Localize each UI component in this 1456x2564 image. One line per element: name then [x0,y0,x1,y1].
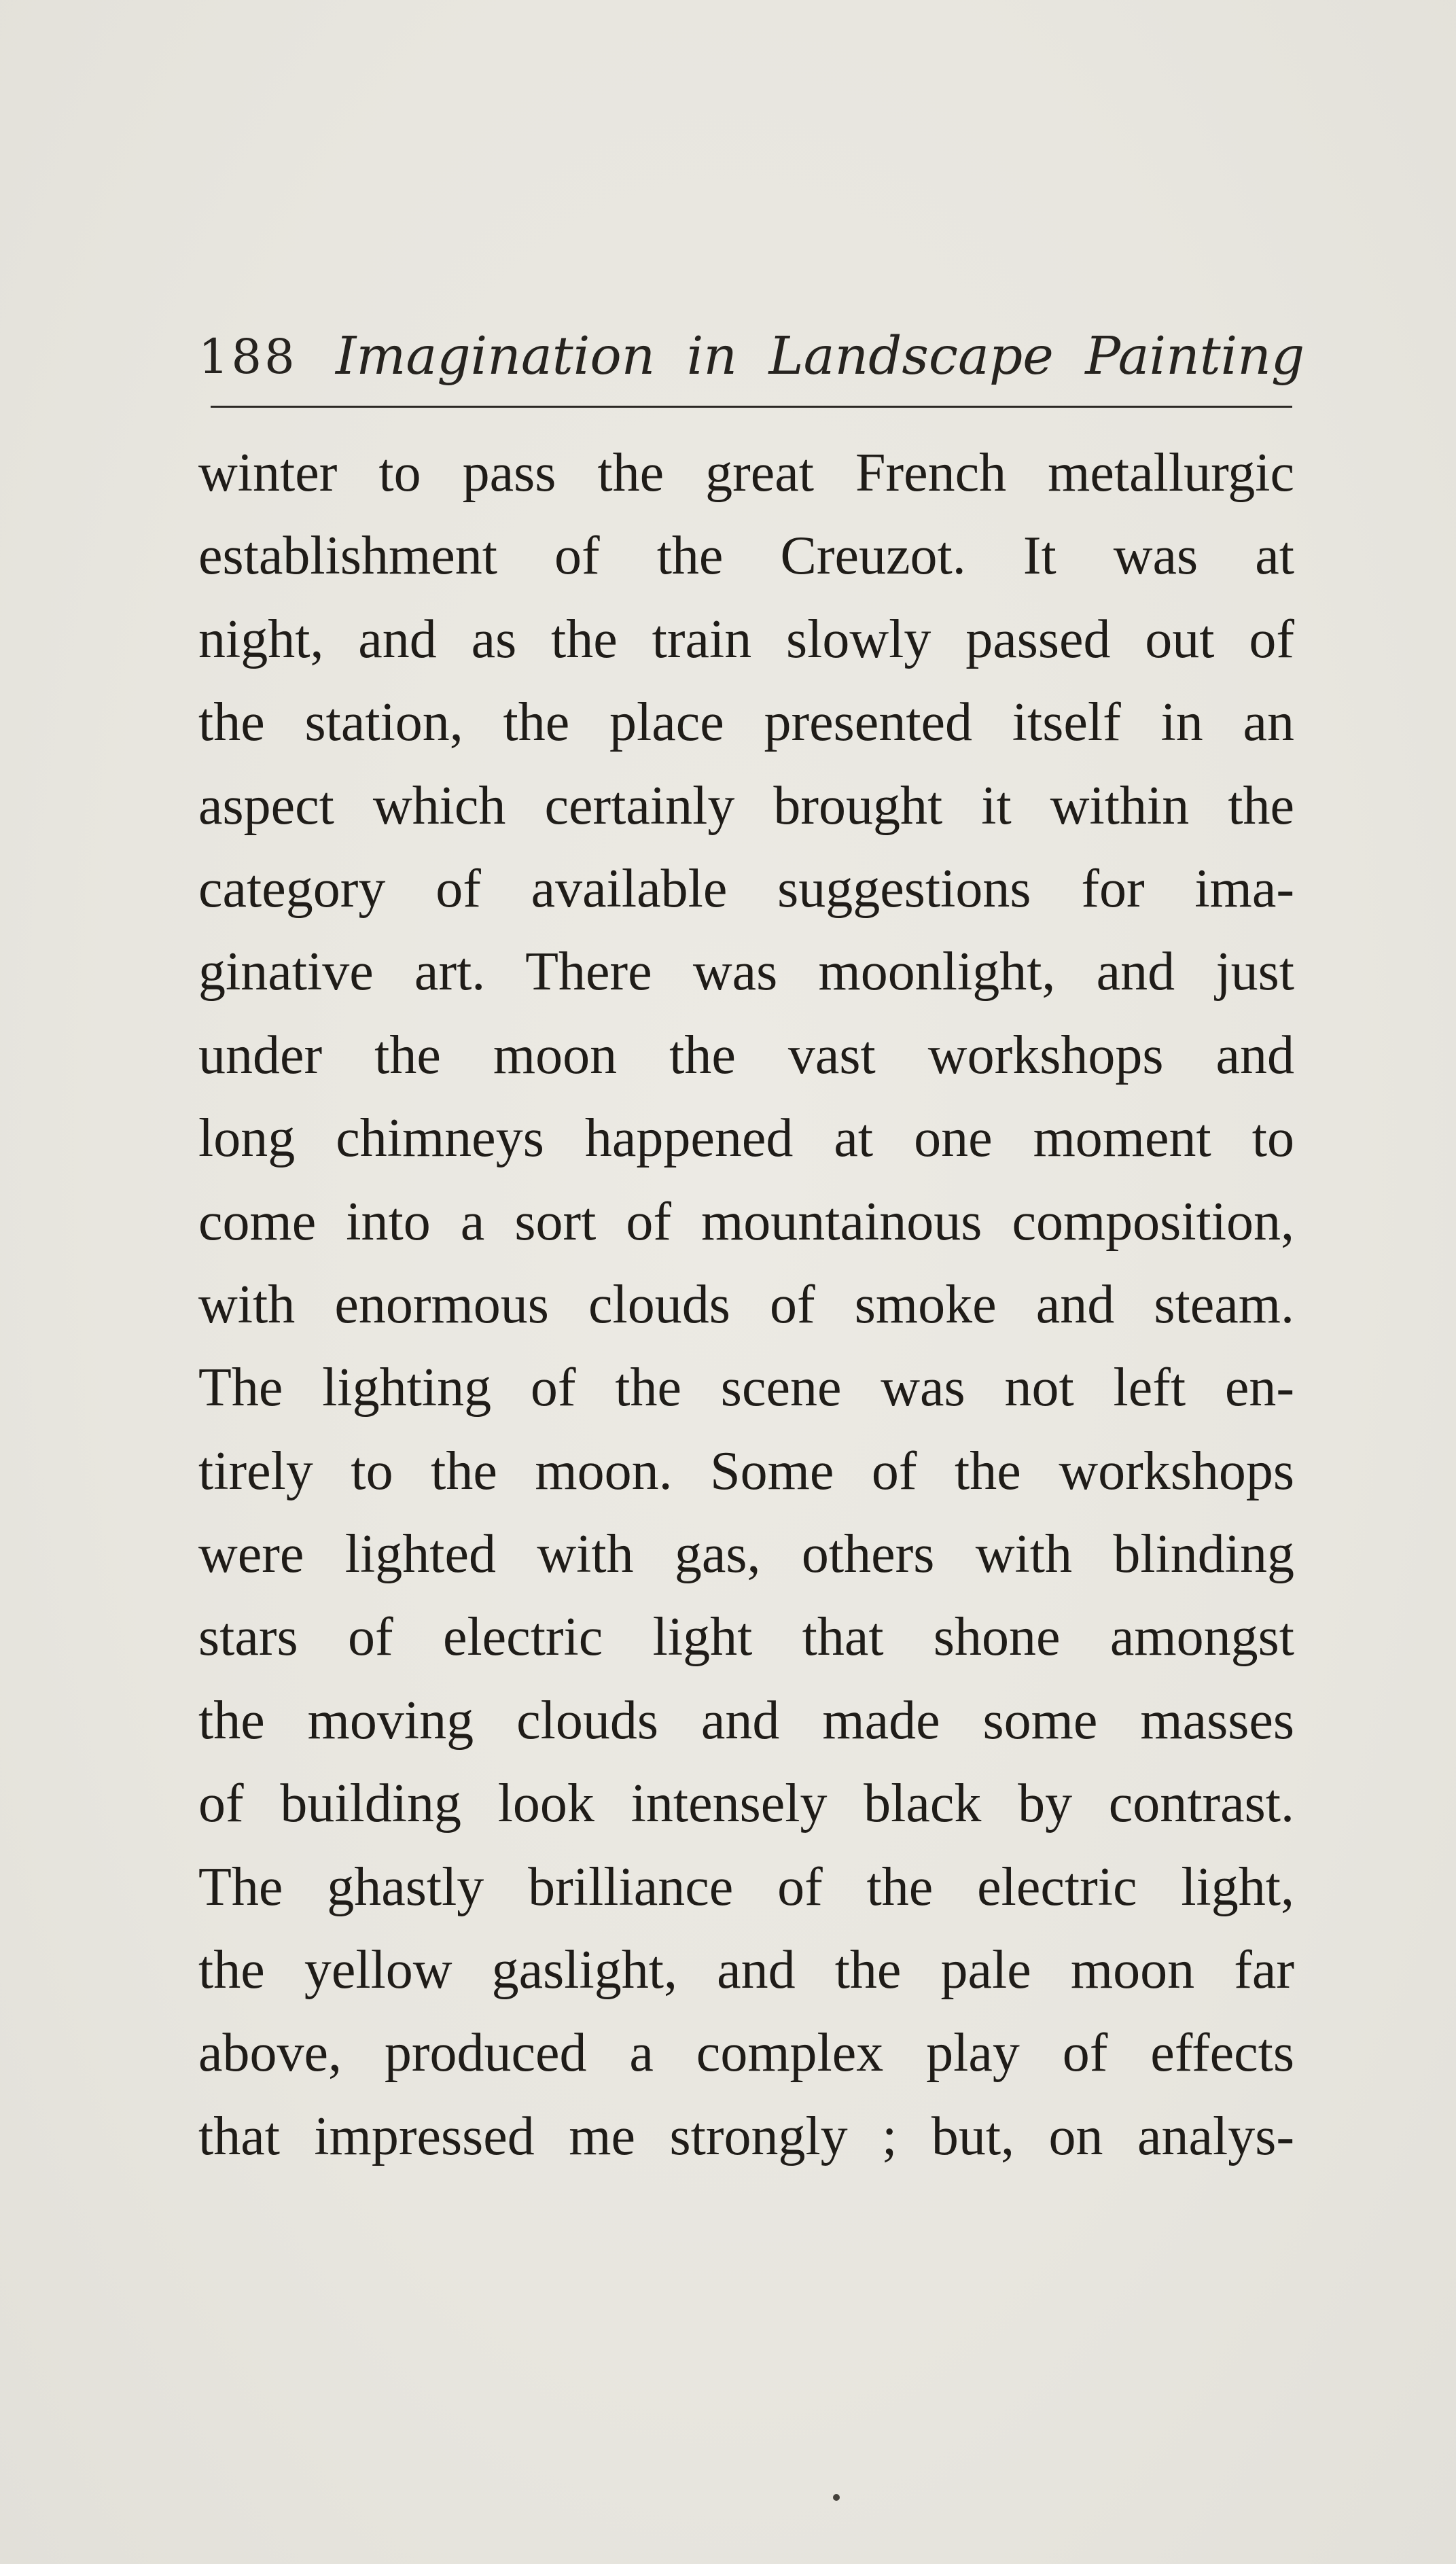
text-line: above, produced a complex play of effects [198,2023,1294,2084]
header-rule [211,406,1292,408]
text-line: the yellow gaslight, and the pale moon far [198,1940,1294,2001]
body-text [198,432,1294,2178]
text-line: ginative art. There was moonlight, and just [198,942,1294,1002]
page-header [198,319,1305,401]
text-line: aspect which certainly brought it within the [198,775,1294,836]
text-line: were lighted with gas, others with blinding [198,1524,1294,1585]
text-line: come into a sort of mountainous composition, [198,1191,1294,1252]
text-line: tirely to the moon. Some of the workshops [198,1441,1294,1501]
text-line: the moving clouds and made some masses [198,1690,1294,1751]
text-line: with enormous clouds of smoke and steam. [198,1274,1294,1335]
text-line: that impressed me strongly ; but, on analys- [198,2106,1294,2166]
text-line: long chimneys happened at one moment to [198,1108,1294,1169]
text-line: The ghastly brilliance of the electric light, [198,1857,1294,1917]
running-title: Imagination in Landscape Painting [336,326,1305,387]
paper-speck [833,2494,840,2501]
text-line: night, and as the train slowly passed out of [198,609,1294,669]
text-line: The lighting of the scene was not left en- [198,1358,1294,1418]
page-number: 188 [198,329,298,385]
text-line: establishment of the Creuzot. It was at [198,526,1294,586]
text-line: winter to pass the great French metallurgic [198,443,1294,503]
text-line: of building look intensely black by contrast. [198,1774,1294,1834]
text-line: the station, the place presented itself in an [198,692,1294,753]
text-line: stars of electric light that shone amongst [198,1607,1294,1668]
text-line: category of available suggestions for ima- [198,858,1294,919]
text-line: under the moon the vast workshops and [198,1025,1294,1085]
